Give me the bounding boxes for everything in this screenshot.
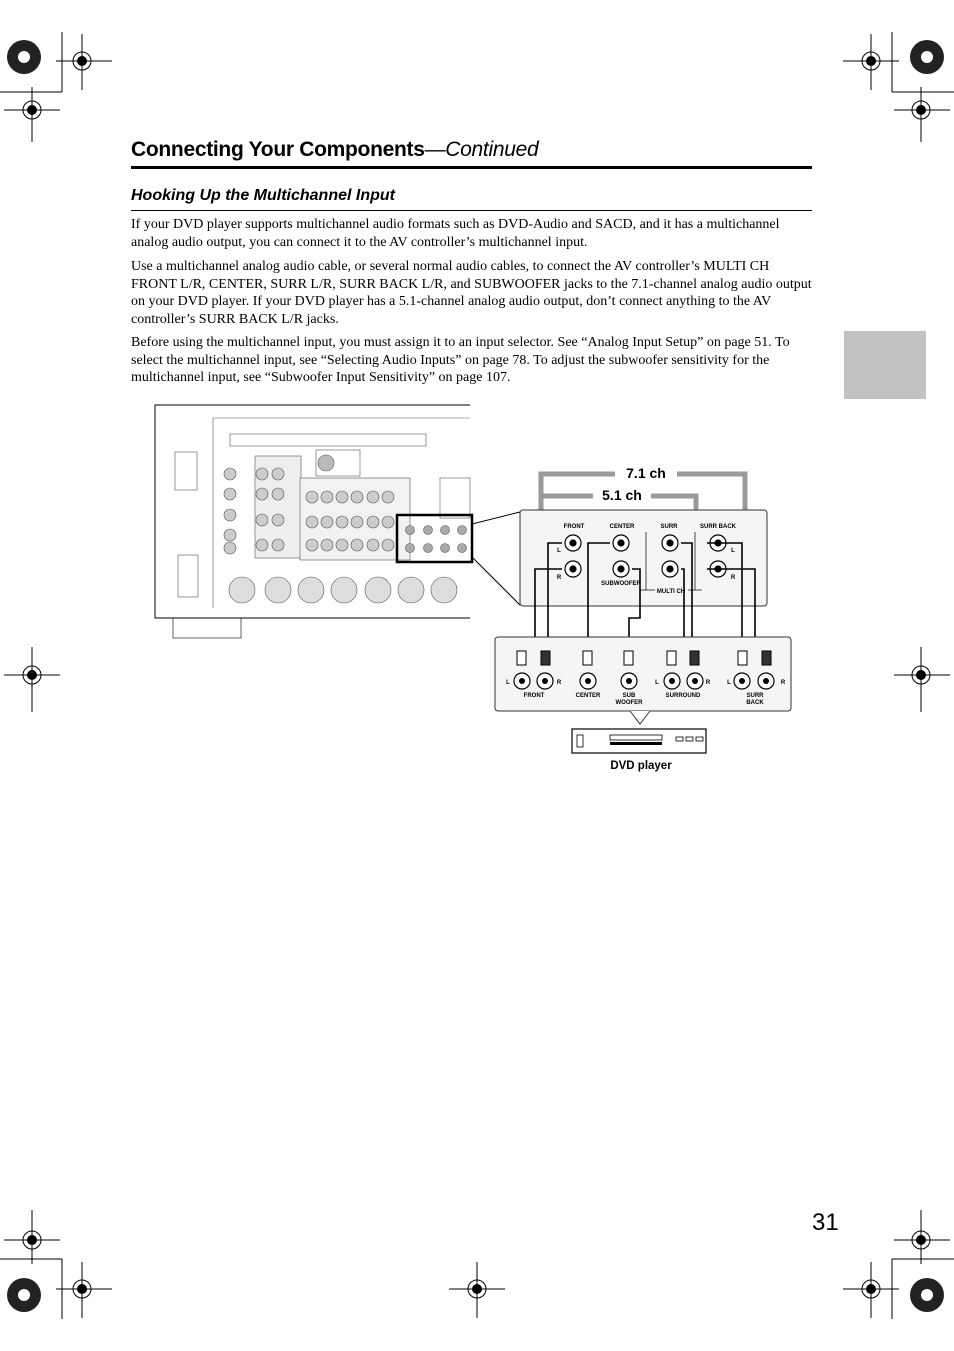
label-7-1-ch: 7.1 ch [626, 465, 666, 481]
panel-center-label: CENTER [609, 524, 635, 530]
multichannel-connection-diagram [150, 400, 800, 780]
plug-surr-back-label-line2: BACK [746, 700, 764, 706]
body-paragraph-3: Before using the multichannel input, you must assign it to an input selector. See “Analog Input Setup” on page 51. To select the multichannel input, see “Selecting Audio Inputs” on page 78. To adjust the subwoofer sensitivity for the multichannel input, see “Subwoofer Input Sensitivity” on page 107. [131, 335, 790, 386]
section-rule [131, 210, 812, 211]
plug-surround-l-label: L [655, 680, 659, 686]
section-title: Hooking Up the Multichannel Input [131, 187, 395, 204]
header-title-text: Connecting Your Components [131, 138, 425, 161]
dvd-player-label: DVD player [610, 760, 672, 772]
plug-surr-back-label-line1: SURR [746, 693, 764, 699]
panel-surr-back-r-label: R [730, 575, 736, 581]
plug-surr-back-r-label: R [780, 680, 786, 686]
chapter-side-tab [844, 331, 926, 399]
plug-center-label: CENTER [575, 693, 601, 699]
plug-surround-r-label: R [705, 680, 711, 686]
plug-sub-label-line2: WOOFER [615, 700, 643, 706]
panel-front-r-label: R [556, 575, 562, 581]
dvd-player-illustration [572, 729, 706, 753]
header-continued-text: —Continued [424, 138, 539, 161]
rear-panel-illustration [155, 405, 472, 638]
body-paragraph-1: If your DVD player supports multichannel audio formats such as DVD-Audio and SACD, and it has a multichannel analog audio output, you can connect it to the AV controller’s multichannel input. [131, 217, 780, 250]
panel-surr-back-label: SURR BACK [700, 524, 736, 530]
panel-front-l-label: L [557, 548, 561, 554]
panel-surr-back-l-label: L [731, 548, 735, 554]
label-5-1-ch: 5.1 ch [602, 487, 642, 503]
panel-front-label: FRONT [563, 524, 585, 530]
page-number: 31 [812, 1209, 839, 1236]
panel-subwoofer-label: SUBWOOFER [601, 581, 641, 587]
page-header-title [131, 138, 538, 162]
plug-front-r-label: R [556, 680, 562, 686]
panel-surr-label: SURR [660, 524, 678, 530]
plug-surr-back-l-label: L [727, 680, 731, 686]
plug-front-label: FRONT [523, 693, 545, 699]
plug-sub-label-line1: SUB [622, 693, 636, 699]
plug-front-l-label: L [506, 680, 510, 686]
panel-multi-ch-label: MULTI CH [656, 589, 686, 595]
body-paragraph-2: Use a multichannel analog audio cable, or several normal audio cables, to connect the AV controller’s MULTI CH FRONT L/R, CENTER, SURR L/R, SURR BACK L/R, and SUBWOOFER jacks to the 7.1-channel analog audio output on your DVD player. If your DVD player has a 5.1-channel analog audio output, don’t connect anything to the AV controller’s SURR BACK L/R jacks. [131, 259, 812, 327]
header-rule [131, 166, 812, 169]
plug-surround-label: SURROUND [665, 693, 701, 699]
